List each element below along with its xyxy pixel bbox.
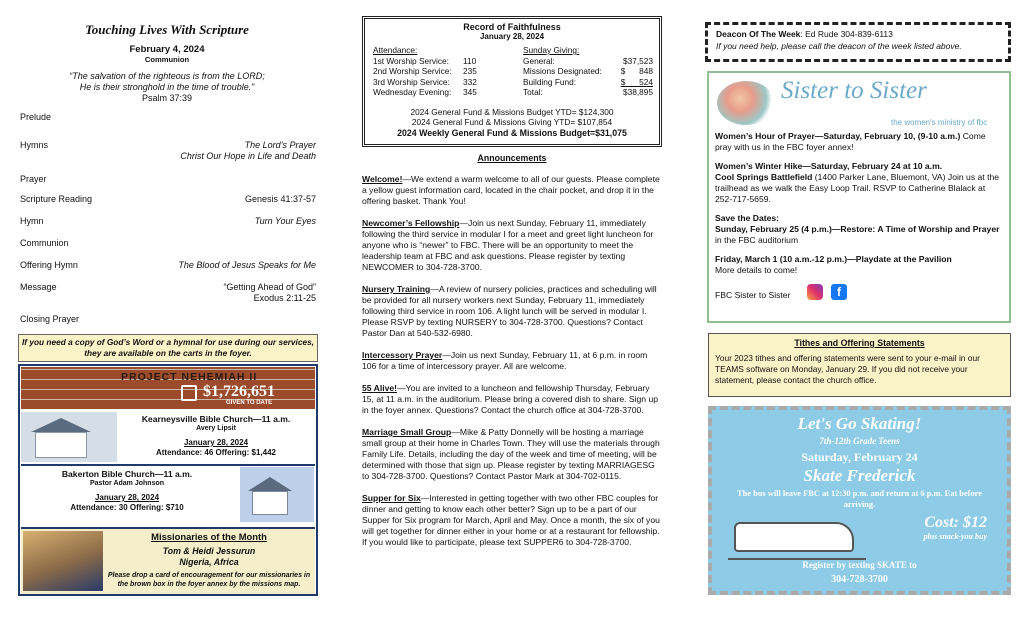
bulletin-title: Touching Lives With Scripture	[85, 22, 249, 37]
order-row: Prayer	[20, 174, 47, 184]
announcements-heading: Announcements	[477, 153, 547, 163]
church-info-box	[18, 364, 318, 596]
missionaries-names: Tom & Heidi Jessurun	[162, 546, 256, 556]
announcement-item: Supper for Six—Interested in getting together with two other FBC couples for dinner and getting to know each other better? Sign up to be a part of our Supper for Six program for March, April and May. Once a month, the six of you will get together for dinner either in your home or at a restaurant for fellowship. If you would like to participate, please text SUPPER6 to 304-728-3700.	[362, 493, 660, 547]
order-of-worship-column	[16, 0, 318, 622]
temple-icon	[181, 385, 197, 401]
flower-icon	[717, 81, 775, 125]
order-row: Communion	[20, 238, 69, 248]
announcement-item: Nursery Training—A review of nursery policies, practices and scheduling will be provided for all nursery workers next Sunday, February 11, immediately following third service in room 106. A light lunch will be served in modular I. Please RSVP by texting NURSERY to 304-728-3700. Questions? Contact Pastor Dan at 540-532-6980.	[362, 284, 657, 338]
kearneysville-church-photo	[21, 412, 117, 462]
project-caption: GIVEN TO DATE	[226, 400, 273, 406]
bakerton-church-photo	[240, 467, 314, 522]
project-nehemiah-banner	[21, 367, 315, 409]
attendance-table: Attendance: 1st Worship Service: 110 2nd Worship Service: 235 3rd Worship Service: 332 Wednesday Evening: 345	[373, 45, 477, 97]
church-roof-icon	[248, 477, 292, 491]
missionaries-box	[21, 527, 315, 594]
hymnal-note: If you need a copy of God’s Word or a hymnal for use during our services, they are available on the carts in the foyer.	[18, 334, 318, 362]
project-amount: $1,726,651	[203, 383, 275, 400]
missionaries-photo	[23, 531, 103, 591]
scripture-verse: “The salvation of the righteous is from the LORD; He is their stronghold in the time of trouble.” Psalm 37:39	[16, 71, 318, 104]
announcements-column	[362, 0, 662, 622]
church-roof-icon	[31, 418, 91, 432]
tithes-statement-box: Tithes and Offering Statements Your 2023 tithes and offering statements were sent to your e-mail in our TEAMS software on Monday, January 29. If you did not receive your statement, please contact the church office.	[708, 333, 1011, 397]
announcement-item: 55 Alive!—You are invited to a luncheon and fellowship Thursday, February 15, at 11 a.m. in the auditorium. Please bring a covered dish to share. Sign up in the foyer annex. Questions? Contact the church office at 304-728-3700.	[362, 383, 659, 415]
project-name: PROJECT NEHEMIAH II	[121, 371, 258, 383]
sister-footer: FBC Sister to Sister	[715, 290, 791, 300]
giving-table: Sunday Giving: General: $37,523 Missions Designated: $ 848 Building Fund: $ 524 Total: $38,895	[523, 45, 653, 97]
facebook-icon[interactable]: f	[831, 284, 847, 300]
order-row: Hymn Turn Your Eyes	[20, 216, 316, 226]
missionaries-place: Nigeria, Africa	[179, 557, 239, 567]
announcements-list	[362, 174, 662, 548]
announcement-item: Intercessory Prayer—Join us next Sunday, February 11, at 6 p.m. in room 106 for a time of intercessory prayer. All are welcome.	[362, 350, 648, 371]
ice-skate-icon	[734, 522, 854, 552]
order-row: Message “Getting Ahead of God” Exodus 2:11-25	[20, 282, 316, 303]
announcement-item: Marriage Small Group—Mike & Patty Donnelly will be hosting a marriage small group at their home in Charles Town. They will use the materials through Family Life. Details, including the day of the week and time of meeting, will be determined with those that sign up. Please register by texting MARRIAGESG to 304-728-3700. Questions? Contact Pastor Mark at 304-702-0115.	[362, 427, 660, 481]
order-row: Closing Prayer	[20, 314, 80, 324]
missionaries-note: Please drop a card of encouragement for our missionaries in the brown box in the foyer annex by the missions map.	[107, 572, 311, 588]
verse-reference: Psalm 37:39	[141, 93, 193, 103]
missionaries-heading: Missionaries of the Month	[151, 531, 267, 542]
skating-flyer: Let's Go Skating! 7th-12th Grade Teens Saturday, February 24 Skate Frederick The bus will leave FBC at 12:30 p.m. and return at 6 p.m. Eat before arriving. Cost: $12 plus snack-you buy Register by texting SKATE to 304-728-3700	[708, 406, 1011, 595]
ministries-column	[705, 0, 1013, 622]
instagram-icon[interactable]	[807, 284, 823, 300]
order-row: Prelude	[20, 112, 52, 122]
order-of-service	[16, 112, 318, 334]
kearneysville-info: Kearneysville Bible Church—11 a.m. Avery Lipsit January 28, 2024 Attendance: 46 Offering: $1,442	[141, 414, 291, 457]
announcement-item: Newcomer’s Fellowship—Join us next Sunday, February 11, immediately following the third service in modular I for a meet and greet light luncheon for anyone who is “newer” to FBC. There will be an opportunity to meet the leadership team at FBC and ask questions. Please register by texting NEWCOMER to 304-728-3700.	[362, 218, 654, 272]
service-date: February 4, 2024	[129, 44, 205, 55]
sister-to-sister-logo: Sister to Sister the women's ministry of fbc	[715, 77, 1003, 131]
order-row: Scripture Reading Genesis 41:37-57	[20, 194, 316, 204]
order-row: Hymns The Lord’s Prayer Christ Our Hope in Life and Death	[20, 140, 316, 161]
record-of-faithfulness: Record of Faithfulness January 28, 2024 Attendance: 1st Worship Service: 110 2nd Worship Service: 235 3rd Worship Service: 332 Wednesday Evening: 345 Sunday Giving: General: $37,523 Missions Designated: $ 848 Building Fund: $ 524 Total: $38,895 2024 General Fund & Missions Budget YTD= $124,300 2024 General Fund & Missions Giving YTD= $107,854 2024 Weekly General Fund & Missions Budget=$31,075	[362, 16, 662, 147]
order-row: Offering Hymn The Blood of Jesus Speaks for Me	[20, 260, 316, 270]
sister-to-sister-box: Sister to Sister the women's ministry of fbc Women’s Hour of Prayer—Saturday, February 10, (9-10 a.m.) Come pray with us in the FBC foyer annex! Women’s Winter Hike—Saturday, February 24 at 10 a.m. Cool Springs Battlefield (1400 Parker Lane, Bluemont, VA) Join us at the trailhead as we walk the Easy Loop Trail. RSVP to Catherine Blalack at 252-717-5659. Save the Dates: Sunday, February 25 (4 p.m.)—Restore: A Time of Worship and Prayer in the FBC auditorium Friday, March 1 (10 a.m.-12 p.m.)—Playdate at the Pavilion More details to come! FBC Sister to Sister f	[707, 71, 1011, 323]
deacon-of-the-week: Deacon Of The Week: Ed Rude 304-839-6113 If you need help, please call the deacon of the week listed above.	[705, 22, 1011, 62]
service-subtitle: Communion	[144, 55, 190, 64]
bakerton-info: Bakerton Bible Church—11 a.m. Pastor Adam Johnson January 28, 2024 Attendance: 30 Offering: $710	[61, 469, 193, 512]
announcement-item: Welcome!—We extend a warm welcome to all of our guests. Please complete a yellow guest information card, located in the chair pocket, and drop it in the offering basket. Thank You!	[362, 174, 660, 206]
